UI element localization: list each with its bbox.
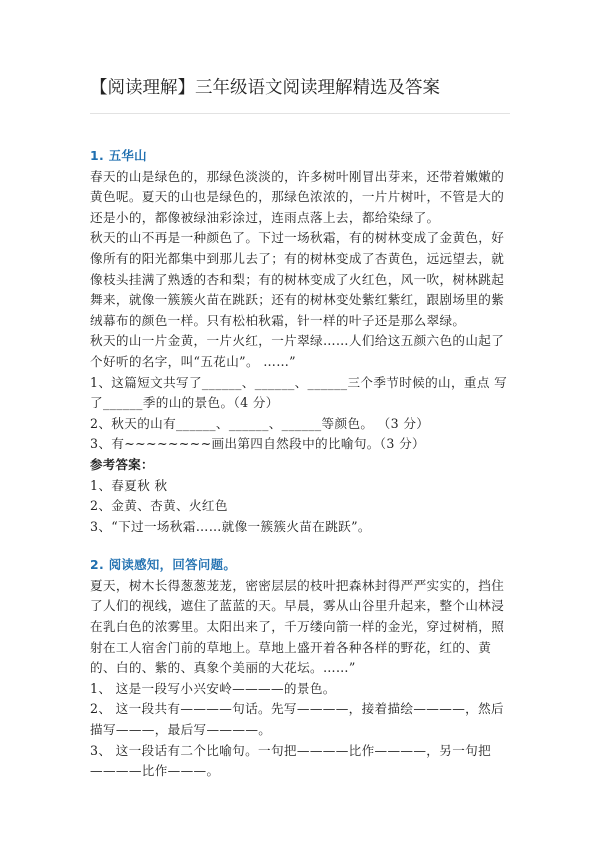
section-spacer [90, 537, 515, 555]
section-2-question-3: 3、 这一段话有二个比喻句。一句把————比作————，另一句把————比作———。 [90, 742, 492, 779]
section-2-question-2: 2、 这一段共有————句话。先写————，接着描绘————，然后描写———，最后写————。 [90, 701, 504, 738]
answer-3: 3、“下过一场秋霜……就像一簇簇火苗在跳跃”。 [90, 518, 371, 534]
section-1-paragraph-2: 秋天的山不再是一种颜色了。下过一场秋霜，有的树林变成了金黄色，好像所有的阳光都集中到那儿去了；有的树林变成了杏黄色，远远望去，就像枝头挂满了熟透的杏和梨；有的树林变成了火红色，风一吹，树林跳起舞来，就像一簇簇火苗在跳跃；还有的树林变处紫红紫红，跟剧场里的紫绒幕布的颜色一样。只有松柏秋霜，针一样的叶子还是那么翠绿。 [90, 230, 505, 328]
answer-2: 2、金黄、杏黄、火红色 [90, 498, 228, 514]
section-1-paragraph-1: 春天的山是绿色的，那绿色淡淡的，许多树叶刚冒出芽来，还带着嫩嫩的黄色呢。夏天的山也是绿色的，那绿色浓浓的，一片片树叶，不管是大的还是小的，都像被绿油彩涂过，连雨点落上去，都给染绿了。 [90, 168, 505, 225]
section-1-paragraph-3: 秋天的山一片金黄，一片火红，一片翠绿……人们给这五颜六色的山起了个好听的名字，叫“五花山”。 ……” [90, 333, 505, 369]
section-2-question-1: 1、 这是一段写小兴安岭————的景色。 [90, 680, 336, 696]
answer-heading: 参考答案： [90, 456, 154, 472]
title-divider [90, 113, 510, 114]
page-title: 【阅读理解】三年级语文阅读理解精选及答案 [90, 78, 440, 98]
section-2-paragraph: 夏天，树木长得葱葱茏茏，密密层层的枝叶把森林封得严严实实的，挡住了人们的视线，遮住了蓝蓝的天。早晨，雾从山谷里升起来，整个山林浸在乳白色的浓雾里。太阳出来了，千万缕向箭一样的金光，穿过树梢，照射在工人宿舍门前的草地上。草地上盛开着各种各样的野花，红的、黄的、白的、紫的、真象个美丽的大花坛。……” [90, 577, 505, 676]
section-2-heading: 2. 阅读感知，回答问题。 [90, 557, 237, 573]
section-1-heading: 1. 五华山 [90, 148, 147, 163]
section-1-question-2: 2、秋天的山有______、______、______等颜色。 （3 分） [90, 415, 430, 431]
section-1-question-3: 3、有~~~~~~~~画出第四自然段中的比喻句。（3 分） [90, 436, 425, 452]
answer-1: 1、春夏秋 秋 [90, 477, 168, 493]
document-body [90, 146, 515, 782]
section-1-question-1: 1、这篇短文共写了______、______、______三个季节时候的山，重点 写了______季的山的景色。（4 分） [90, 374, 508, 411]
